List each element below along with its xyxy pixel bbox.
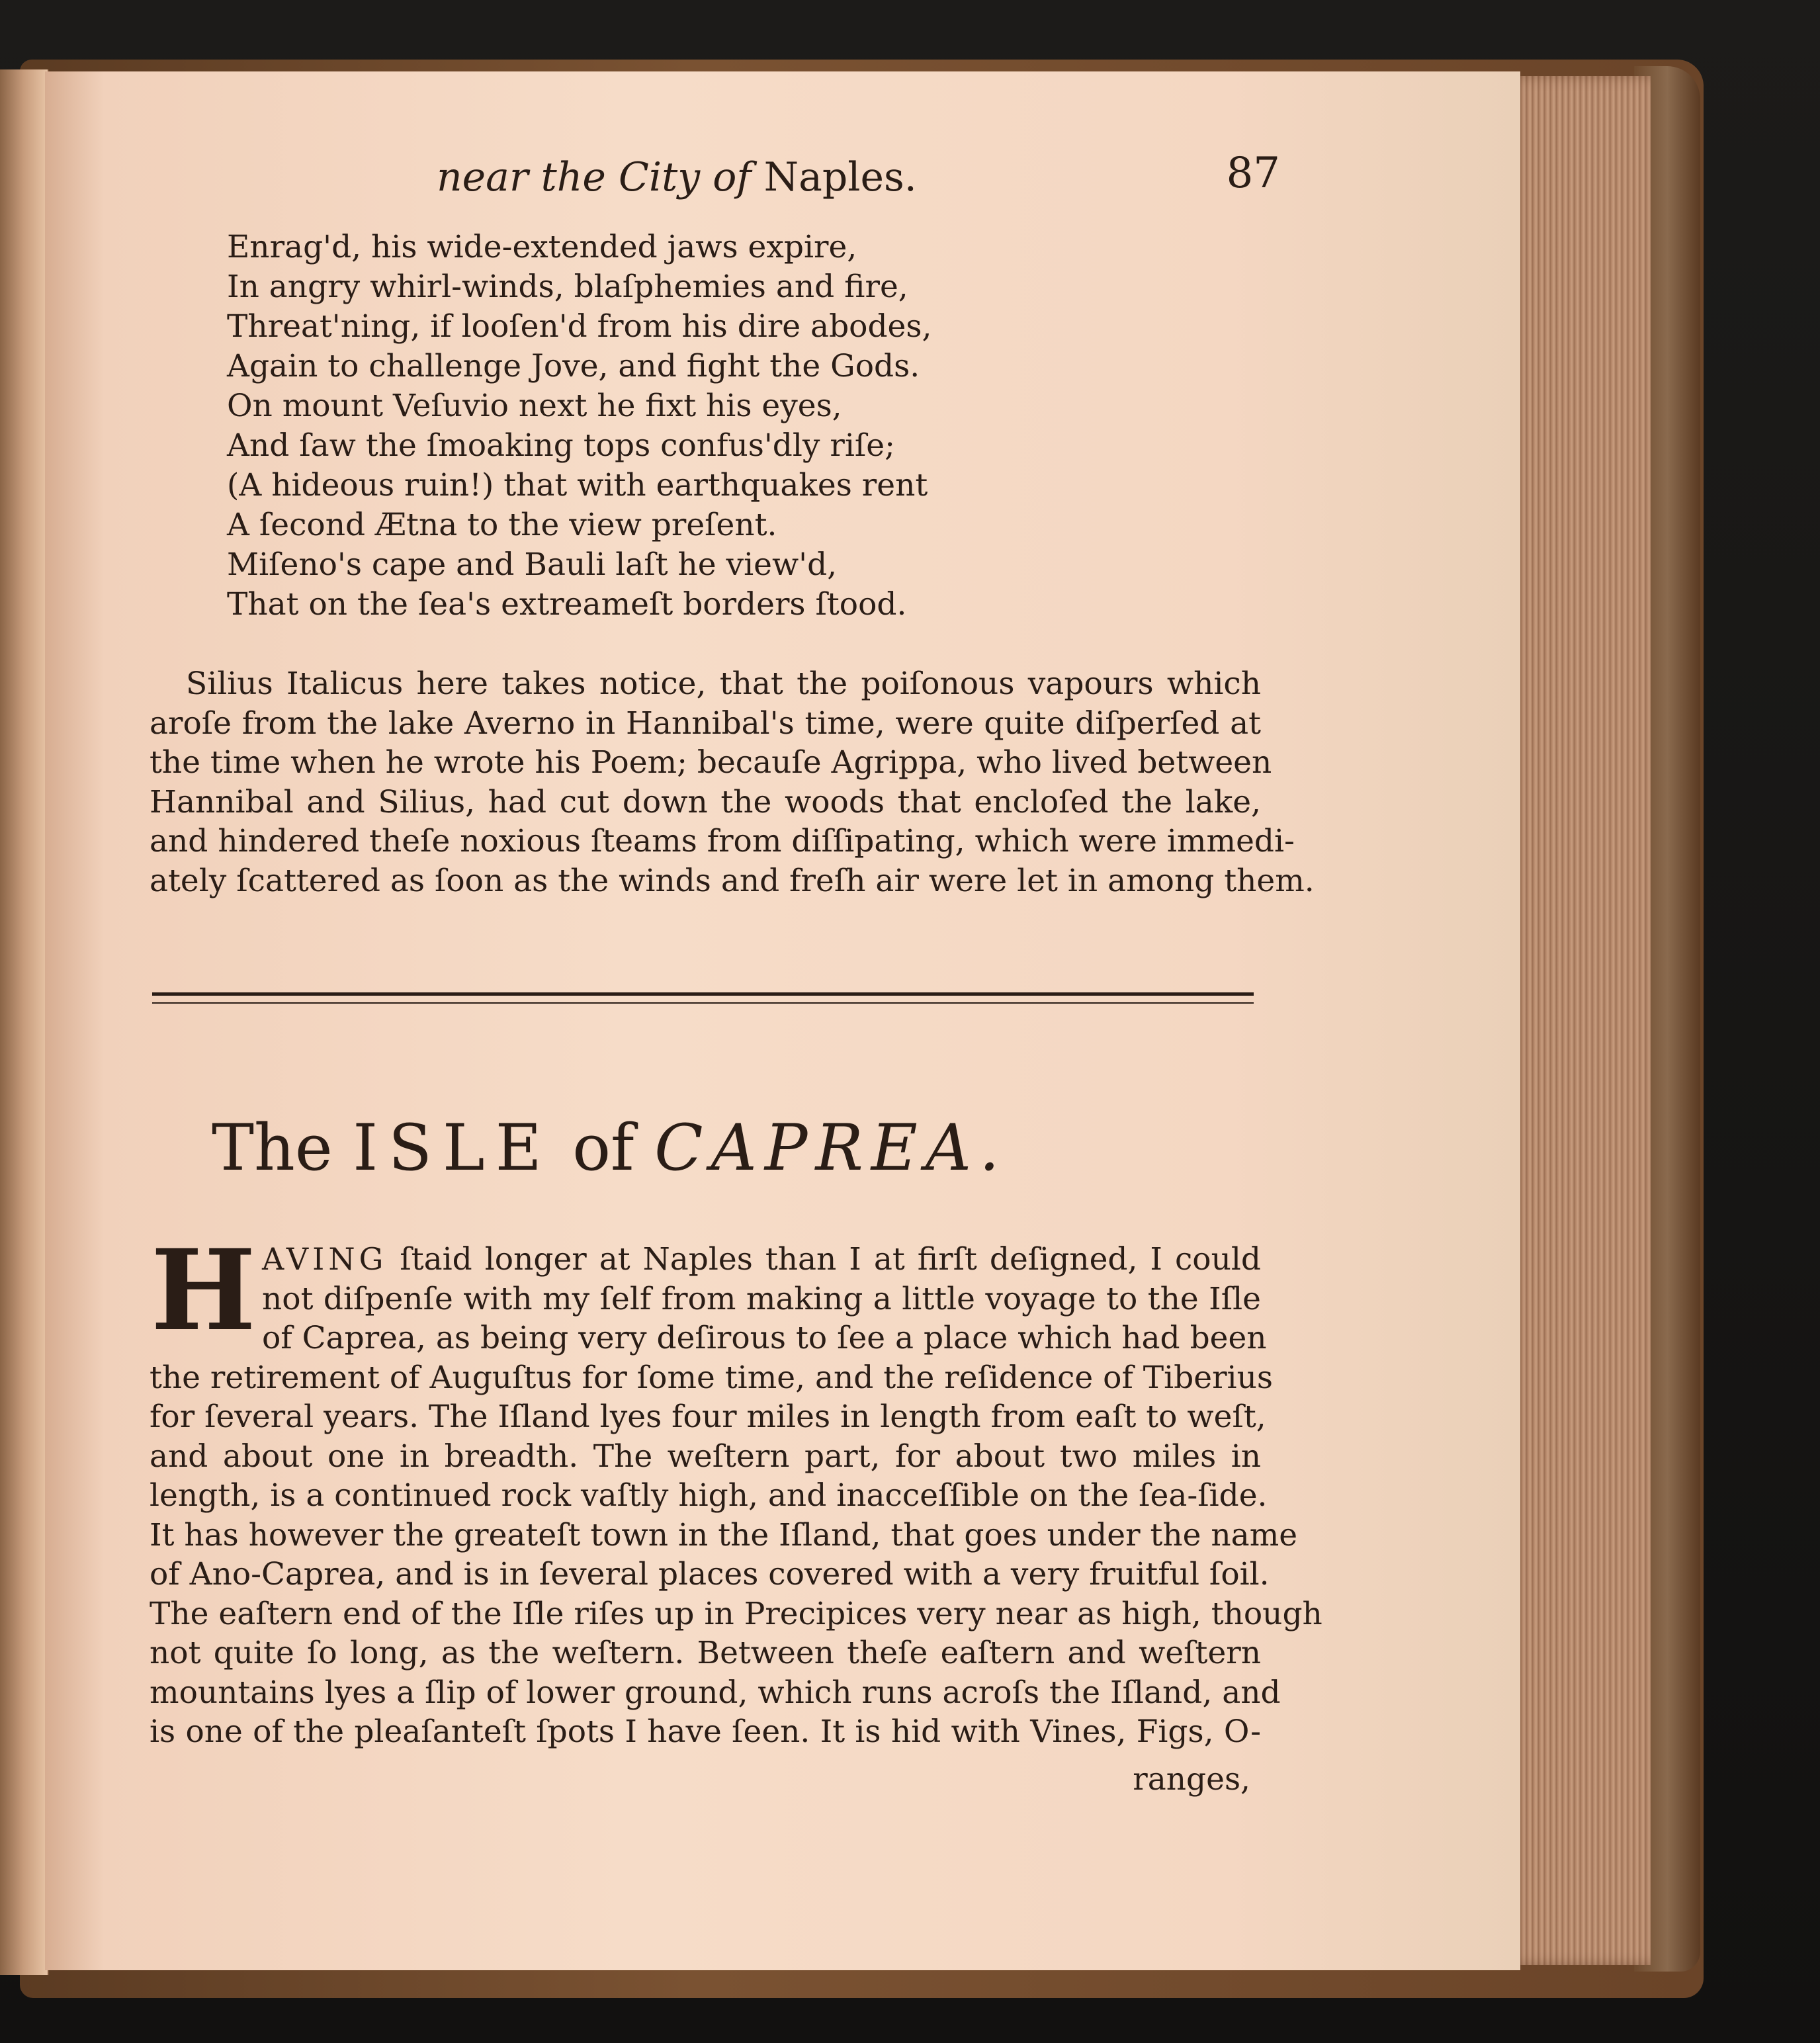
paragraph-line: aroſe from the lake Averno in Hannibal's time, were quite diſperſed at [150,705,1261,742]
paragraph-line: the time when he wrote his Poem; becauſe Agrippa, who lived between [150,744,1272,781]
paragraph-line: and hindered theſe noxious ſteams from diſſipating, which were immedi- [150,823,1295,859]
paragraph-line: of Ano-Caprea, and is in ſeveral places covered with a very fruitful ſoil. [150,1556,1270,1592]
verse-line: Again to challenge Jove, and fight the Gods. [227,348,920,384]
verse-line: Miſeno's cape and Bauli laſt he view'd, [227,546,838,583]
title-of: of [572,1111,634,1185]
paragraph-line: and about one in breadth. The weſtern part, for about two miles in [150,1438,1261,1475]
verse-line: In angry whirl-winds, blaſphemies and fire, [227,269,908,305]
title-the: The [212,1111,333,1185]
verse-line: Enrag'd, his wide-extended jaws expire, [227,229,857,265]
paragraph-line: ately ſcattered as ſoon as the winds and freſh air were let in among them. [150,862,1315,899]
section-title [212,1105,1204,1191]
first-word-rest: AVING [262,1241,388,1277]
verse-line: And ſaw the ſmoaking tops confus'dly riſe; [227,427,895,464]
verse-block [227,228,994,625]
paragraph-line-text: ſtaid longer at Naples than I at firſt deſigned, I could [400,1241,1261,1278]
paragraph-line: the retirement of Auguſtus for ſome time, and the reſidence of Tiberius [150,1359,1273,1396]
paragraph-line: Silius Italicus here takes notice, that the poiſonous vapours which [186,666,1261,702]
title-isle: ISLE [353,1111,552,1185]
paragraph-line: length, is a continued rock vaſtly high, and inacceſſible on the ſea-ſide. [150,1477,1268,1514]
drop-cap: H [151,1225,256,1356]
running-head-italic: near the City of [437,154,752,200]
page-number: 87 [1226,149,1280,198]
paragraph-line: not diſpenſe with my ſelf from making a little voyage to the Iſle [262,1280,1261,1317]
paragraph-line: for ſeveral years. The Iſland lyes four miles in length from eaſt to weſt, [150,1399,1266,1435]
verse-line: (A hideous ruin!) that with earthquakes rent [227,467,928,503]
verse-line: On mount Veſuvio next he fixt his eyes, [227,388,842,424]
paragraph-line: Hannibal and Silius, had cut down the woods that encloſed the lake, [150,783,1261,820]
running-head [437,151,1277,204]
catchword: ranges, [1133,1761,1250,1798]
paragraph-line: not quite ſo long, as the weſtern. Between theſe eaſtern and weſtern [150,1635,1261,1671]
paragraph-line: The eaſtern end of the Iſle riſes up in Precipices very near as high, though [150,1595,1322,1632]
verse-line: Threat'ning, if looſen'd from his dire abodes, [227,308,932,345]
paragraph-line: It has however the greateſt town in the Iſland, that goes under the name [150,1516,1298,1553]
section-rule-thin [152,1002,1254,1004]
verse-line: That on the ſea's extreameſt borders ſtood. [227,586,907,623]
title-caprea: CAPREA. [654,1111,1008,1185]
paragraph-line [262,1240,1261,1280]
paragraph-caprea [150,1240,1322,1752]
running-head-roman: Naples. [763,154,917,200]
section-rule-thick [152,992,1254,996]
left-page-gutter [0,69,49,1975]
paragraph-silius [150,664,1315,900]
paragraph-line: mountains lyes a ſlip of lower ground, which runs acroſs the Iſland, and [150,1674,1281,1711]
paragraph-line: is one of the pleaſanteſt ſpots I have ſeen. It is hid with Vines, Figs, O- [150,1714,1261,1750]
verse-line: A ſecond Ætna to the view preſent. [227,507,777,543]
page-block-edges [1508,76,1651,1965]
paragraph-line: of Caprea, as being very deſirous to ſee a place which had been [262,1320,1267,1356]
